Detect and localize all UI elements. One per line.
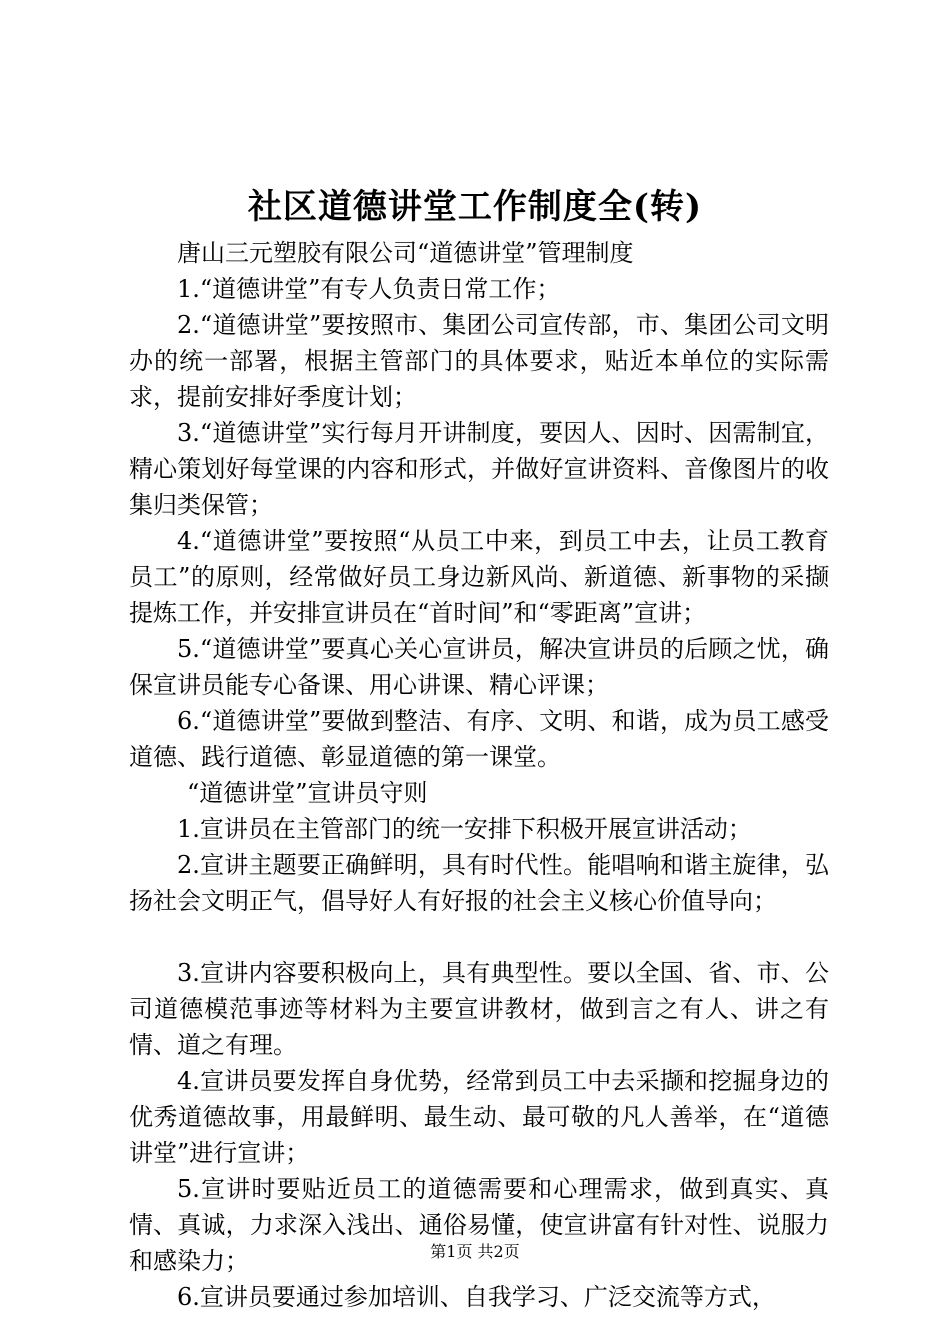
paragraph: 5.“道德讲堂”要真心关心宣讲员，解决宣讲员的后顾之忧，确保宣讲员能专心备课、用心讲课、精心评课； <box>129 635 829 699</box>
paragraph: 3.“道德讲堂”实行每月开讲制度，要因人、因时、因需制宜，精心策划好每堂课的内容和形式，并做好宣讲资料、音像图片的收集归类保管； <box>129 419 829 519</box>
paragraph: 1.宣讲员在主管部门的统一安排下积极开展宣讲活动； <box>177 815 752 843</box>
paragraph: 3.宣讲内容要积极向上，具有典型性。要以全国、省、市、公司道德模范事迹等材料为主要宣讲教材，做到言之有人、讲之有情、道之有理。 <box>129 959 829 1059</box>
paragraph-heading-management: 唐山三元塑胶有限公司“道德讲堂”管理制度 <box>177 239 634 267</box>
paragraph: 4.宣讲员要发挥自身优势，经常到员工中去采撷和挖掘身边的优秀道德故事，用最鲜明、最生动、最可敬的凡人善举，在“道德讲堂”进行宣讲； <box>129 1067 829 1167</box>
paragraph: 6.“道德讲堂”要做到整洁、有序、文明、和谐，成为员工感受道德、践行道德、彰显道德的第一课堂。 <box>129 707 829 771</box>
document-body <box>129 235 829 1315</box>
paragraph: 2.“道德讲堂”要按照市、集团公司宣传部，市、集团公司文明办的统一部署，根据主管部门的具体要求，贴近本单位的实际需求，提前安排好季度计划； <box>129 311 829 411</box>
blank-line <box>129 919 829 955</box>
paragraph: 4.“道德讲堂”要按照“从员工中来，到员工中去，让员工教育员工”的原则，经常做好员工身边新风尚、新道德、新事物的采撷提炼工作，并安排宣讲员在“首时间”和“零距离”宣讲； <box>129 527 829 627</box>
paragraph: 1.“道德讲堂”有专人负责日常工作； <box>177 275 561 303</box>
document-title: 社区道德讲堂工作制度全(转) <box>247 187 703 227</box>
paragraph: 6.宣讲员要通过参加培训、自我学习、广泛交流等方式， <box>177 1283 776 1311</box>
paragraph: 2.宣讲主题要正确鲜明，具有时代性。能唱响和谐主旋律，弘扬社会文明正气，倡导好人有好报的社会主义核心价值导向； <box>129 851 829 915</box>
paragraph-heading-rules: “道德讲堂”宣讲员守则 <box>187 779 428 807</box>
page-footer: 第1页 共2页 <box>430 1242 520 1261</box>
paragraph: 5.宣讲时要贴近员工的道德需要和心理需求，做到真实、真情、真诚，力求深入浅出、通俗易懂，使宣讲富有针对性、说服力和感染力； <box>129 1175 829 1275</box>
